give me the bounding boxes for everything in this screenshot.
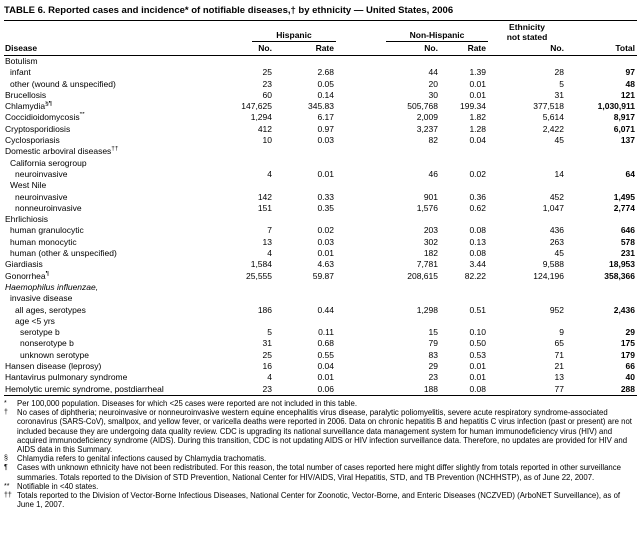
ethnicity-not-stated-header: [488, 21, 566, 43]
value-cell: 3.44: [469, 259, 486, 270]
disease-cell: unknown serotype: [20, 349, 89, 360]
disease-cell: Cryptosporidiosis: [5, 123, 71, 134]
value-cell: 10: [262, 135, 272, 146]
value-cell: 31: [262, 338, 272, 349]
table-row: [4, 169, 637, 180]
table-row: [4, 293, 637, 304]
disease-header-spacer: [4, 21, 232, 43]
table-row: [4, 282, 637, 293]
value-cell: [274, 293, 336, 304]
table-title: TABLE 6. Reported cases and incidence* of notifiable diseases,† by ethnicity — United States, 2006: [4, 5, 454, 16]
value-cell: 186: [257, 304, 272, 315]
value-cell: 263: [549, 236, 564, 247]
total-cell: 2,774: [613, 202, 635, 213]
value-cell: 28: [554, 67, 564, 78]
table-row: [4, 101, 637, 112]
value-cell: 302: [423, 236, 438, 247]
table-row: [4, 146, 637, 157]
footnote-marker: ††: [4, 491, 12, 499]
value-cell: 0.62: [469, 202, 486, 213]
disease-cell: Ehrlichiosis: [5, 214, 48, 225]
value-cell: 2,009: [416, 112, 438, 123]
disease-cell: Botulism: [5, 56, 38, 66]
value-cell: [336, 316, 440, 327]
value-cell: 2.68: [317, 67, 334, 78]
value-cell: 23: [262, 78, 272, 89]
value-cell: 23: [428, 372, 438, 383]
table-row: [4, 180, 637, 191]
value-cell: [232, 293, 274, 304]
value-cell: [488, 214, 566, 225]
value-cell: 25: [262, 349, 272, 360]
value-cell: [274, 146, 336, 157]
value-cell: [440, 146, 488, 157]
total-cell: [566, 158, 637, 169]
value-cell: 901: [423, 191, 438, 202]
table-row: [4, 135, 637, 146]
footnote-text: Chlamydia refers to genital infections caused by Chlamydia trachomatis.: [17, 454, 267, 464]
value-cell: 15: [428, 327, 438, 338]
value-cell: 59.87: [312, 270, 334, 281]
value-cell: 147,625: [241, 101, 272, 112]
value-cell: 345.83: [308, 101, 334, 112]
total-cell: 231: [620, 248, 635, 259]
value-cell: [336, 214, 440, 225]
nonhispanic-no-header: No.: [336, 42, 440, 56]
value-cell: 3,237: [416, 123, 438, 134]
group-header-row: [4, 21, 637, 43]
disease-cell: invasive disease: [10, 293, 73, 304]
total-cell: [566, 293, 637, 304]
total-cell: 121: [620, 89, 635, 100]
total-cell: 578: [620, 236, 635, 247]
disease-cell: age <5 yrs: [15, 315, 55, 326]
value-cell: [440, 56, 488, 68]
table-row: [4, 316, 637, 327]
total-cell: [566, 56, 637, 68]
footnote-text: Per 100,000 population. Diseases for which <25 cases were reported are not included in this table.: [17, 398, 358, 408]
value-cell: 79: [428, 338, 438, 349]
value-cell: [440, 180, 488, 191]
value-cell: 0.08: [469, 248, 486, 259]
value-cell: 2,422: [542, 123, 564, 134]
value-cell: 4: [267, 372, 272, 383]
disease-cell: other (wound & unspecified): [10, 78, 116, 89]
disease-cell: neuroinvasive: [15, 168, 68, 179]
value-cell: 5,614: [542, 112, 564, 123]
value-cell: 412: [257, 123, 272, 134]
table-row: [4, 112, 637, 123]
value-cell: 71: [554, 349, 564, 360]
value-cell: [274, 214, 336, 225]
disease-cell: Brucellosis: [5, 89, 47, 100]
value-cell: 7: [267, 225, 272, 236]
value-cell: 1.82: [469, 112, 486, 123]
value-cell: 82: [428, 135, 438, 146]
ethnicity-not-stated-line2: not stated: [506, 31, 548, 42]
total-cell: 18,953: [609, 259, 635, 270]
value-cell: [336, 293, 440, 304]
value-cell: [488, 146, 566, 157]
value-cell: 4: [267, 168, 272, 179]
value-cell: 0.01: [469, 372, 486, 383]
disease-cell: West Nile: [10, 180, 47, 191]
value-cell: 0.01: [469, 361, 486, 372]
total-header-spacer: [566, 21, 637, 43]
value-cell: 0.01: [469, 89, 486, 100]
value-cell: 0.44: [317, 304, 334, 315]
disease-cell: California serogroup: [10, 157, 87, 168]
total-cell: 48: [625, 78, 635, 89]
table-row: [4, 305, 637, 316]
total-cell: 1,030,911: [597, 101, 635, 112]
value-cell: 82.22: [464, 270, 486, 281]
value-cell: [336, 282, 440, 293]
value-cell: 1.39: [469, 67, 486, 78]
value-cell: 0.01: [469, 78, 486, 89]
value-cell: 188: [423, 383, 438, 394]
footnote-marker: §: [4, 455, 8, 463]
value-cell: 151: [257, 202, 272, 213]
value-cell: 0.01: [317, 372, 334, 383]
value-cell: 45: [554, 135, 564, 146]
disease-cell: all ages, serotypes: [15, 304, 86, 315]
total-cell: 2,436: [613, 304, 635, 315]
value-cell: [232, 180, 274, 191]
table-row: [4, 271, 637, 282]
disease-cell: human (other & unspecified): [10, 248, 117, 259]
value-cell: 0.33: [317, 191, 334, 202]
value-cell: 0.03: [317, 236, 334, 247]
value-cell: [274, 316, 336, 327]
value-cell: 0.10: [469, 327, 486, 338]
value-cell: 0.04: [469, 135, 486, 146]
value-cell: 21: [554, 361, 564, 372]
value-cell: 505,768: [407, 101, 438, 112]
value-cell: 0.02: [469, 168, 486, 179]
value-cell: [336, 56, 440, 68]
disease-cell: Domestic arboviral diseases††: [5, 146, 119, 157]
value-cell: [488, 180, 566, 191]
value-cell: 0.01: [317, 168, 334, 179]
value-cell: [232, 316, 274, 327]
disease-cell: Gonorrhea¶: [5, 270, 50, 281]
value-cell: 1,298: [416, 304, 438, 315]
table-row: [4, 67, 637, 78]
disease-cell: human monocytic: [10, 236, 77, 247]
value-cell: 436: [549, 225, 564, 236]
table-row: [4, 203, 637, 214]
value-cell: 9: [559, 327, 564, 338]
value-cell: 25: [262, 67, 272, 78]
disease-cell: Coccidioidomycosis**: [5, 112, 85, 123]
table-row: [4, 214, 637, 225]
value-cell: 0.02: [317, 225, 334, 236]
hispanic-group-label: Hispanic: [252, 27, 336, 42]
disease-cell: nonneuroinvasive: [15, 202, 82, 213]
disease-cell: Hantavirus pulmonary syndrome: [5, 372, 128, 383]
value-cell: 0.01: [317, 248, 334, 259]
value-cell: [440, 282, 488, 293]
disease-cell: Chlamydia§¶: [5, 101, 53, 112]
column-header-row: [4, 42, 637, 56]
value-cell: 0.13: [469, 236, 486, 247]
table-body: [4, 56, 637, 396]
footnote-ref: §¶: [45, 101, 53, 108]
footnote: [4, 463, 637, 481]
disease-cell: nonserotype b: [20, 338, 74, 349]
value-cell: 208,615: [407, 270, 438, 281]
value-cell: 45: [554, 248, 564, 259]
value-cell: 46: [428, 168, 438, 179]
value-cell: [336, 158, 440, 169]
table-row: [4, 350, 637, 361]
value-cell: 0.14: [317, 89, 334, 100]
value-cell: 6.17: [317, 112, 334, 123]
value-cell: 0.05: [317, 78, 334, 89]
footnote: [4, 408, 637, 454]
total-cell: [566, 180, 637, 191]
value-cell: 0.06: [317, 383, 334, 394]
value-cell: 4: [267, 248, 272, 259]
value-cell: [488, 158, 566, 169]
footnote-marker: *: [4, 399, 7, 407]
footnotes: [4, 399, 637, 509]
value-cell: 1.28: [469, 123, 486, 134]
footnote-ref: ††: [111, 146, 119, 153]
value-cell: [274, 282, 336, 293]
value-cell: [488, 293, 566, 304]
value-cell: 0.36: [469, 191, 486, 202]
value-cell: 7,781: [416, 259, 438, 270]
total-cell: 646: [620, 225, 635, 236]
total-cell: 179: [620, 349, 635, 360]
value-cell: 77: [554, 383, 564, 394]
nonhispanic-group-label: Non-Hispanic: [386, 27, 488, 42]
disease-cell: infant: [10, 67, 31, 78]
value-cell: [440, 316, 488, 327]
value-cell: 452: [549, 191, 564, 202]
disease-cell: serotype b: [20, 327, 60, 338]
value-cell: [232, 214, 274, 225]
value-cell: 1,576: [416, 202, 438, 213]
disease-cell: Haemophilus influenzae,: [5, 281, 99, 292]
value-cell: 182: [423, 248, 438, 259]
table-row: [4, 248, 637, 259]
hispanic-rate-header: Rate: [274, 42, 336, 56]
value-cell: 1,294: [250, 112, 272, 123]
value-cell: 65: [554, 338, 564, 349]
value-cell: 60: [262, 89, 272, 100]
value-cell: 25,555: [246, 270, 272, 281]
value-cell: [274, 180, 336, 191]
footnote-marker: †: [4, 409, 8, 417]
value-cell: 1,584: [250, 259, 272, 270]
table-row: [4, 259, 637, 270]
value-cell: 9,588: [542, 259, 564, 270]
table-row: [4, 124, 637, 135]
nonhispanic-rate-header: Rate: [440, 42, 488, 56]
table-row: [4, 372, 637, 383]
total-cell: 64: [625, 168, 635, 179]
value-cell: 952: [549, 304, 564, 315]
table-row: [4, 225, 637, 236]
value-cell: [440, 214, 488, 225]
value-cell: 0.04: [317, 361, 334, 372]
value-cell: 23: [262, 383, 272, 394]
table-row: [4, 338, 637, 349]
table-row: [4, 56, 637, 68]
total-cell: [566, 146, 637, 157]
table-row: [4, 327, 637, 338]
value-cell: 199.34: [460, 101, 486, 112]
total-cell: 288: [620, 383, 635, 394]
hispanic-no-header: No.: [232, 42, 274, 56]
total-cell: 8,917: [613, 112, 635, 123]
total-cell: [566, 316, 637, 327]
value-cell: 4.63: [317, 259, 334, 270]
footnote: [4, 399, 637, 408]
value-cell: 0.97: [317, 123, 334, 134]
total-cell: 358,366: [604, 270, 635, 281]
value-cell: 0.50: [469, 338, 486, 349]
footnote-text: No cases of diphtheria; neuroinvasive or nonneuroinvasive western equine encephalitis virus disease, paralytic poliomyelitis, severe acute respiratory syndrome-associated coronavirus (SARS-CoV), smallpox, and yellow fever, or varicella deaths were reported in 2006. Data on chronic hepatitis B and hepatitis C virus infection (past or present) are not included because they are undergoing data quality review. CDC is upgrading its national surveillance data management system for human immunodeficiency virus (HIV) and acquired immunodeficiency syndrome (AIDS). During this transition, CDC is not updating AIDS or HIV infection surveillance data. Therefore, no updates are provided for HIV and AIDS data in this Summary.: [17, 408, 632, 454]
footnote-ref: ¶: [45, 270, 50, 277]
table-row: [4, 192, 637, 203]
value-cell: 0.08: [469, 383, 486, 394]
value-cell: 13: [262, 236, 272, 247]
disease-cell: neuroinvasive: [15, 191, 68, 202]
footnote-marker: ¶: [4, 464, 8, 472]
value-cell: 0.51: [469, 304, 486, 315]
value-cell: [336, 180, 440, 191]
value-cell: [440, 158, 488, 169]
value-cell: [488, 56, 566, 68]
value-cell: 20: [428, 78, 438, 89]
value-cell: 1,047: [542, 202, 564, 213]
value-cell: [440, 293, 488, 304]
disease-cell: Giardiasis: [5, 259, 43, 270]
value-cell: 142: [257, 191, 272, 202]
value-cell: 203: [423, 225, 438, 236]
footnote-text: Cases with unknown ethnicity have not been redistributed. For this reason, the total number of cases reported here might differ slightly from totals reported in other surveillance summaries. Totals reported to the Division of STD Prevention, National Center for HIV/AIDS, Viral Hepatitis, STD, and TB Prevention (NCHHSTP), as of June 22, 2007.: [17, 463, 621, 482]
value-cell: [232, 146, 274, 157]
table-row: [4, 361, 637, 372]
value-cell: [232, 282, 274, 293]
value-cell: 0.68: [317, 338, 334, 349]
value-cell: [274, 56, 336, 68]
disease-cell: human granulocytic: [10, 225, 84, 236]
value-cell: 29: [428, 361, 438, 372]
value-cell: 0.08: [469, 225, 486, 236]
value-cell: [336, 146, 440, 157]
ethnicity-not-stated-line1: Ethnicity: [509, 22, 545, 32]
total-column-header: Total: [566, 42, 637, 56]
total-cell: 6,071: [613, 123, 635, 134]
value-cell: 0.55: [317, 349, 334, 360]
value-cell: 13: [554, 372, 564, 383]
value-cell: [488, 282, 566, 293]
total-cell: 1,495: [613, 191, 635, 202]
table-row: [4, 237, 637, 248]
total-cell: 29: [625, 327, 635, 338]
footnote: [4, 454, 637, 463]
nonhispanic-group-header: [336, 21, 488, 43]
table-header: [4, 21, 637, 56]
disease-cell: Hansen disease (leprosy): [5, 361, 102, 372]
value-cell: 30: [428, 89, 438, 100]
footnote-marker: **: [4, 482, 10, 490]
value-cell: 31: [554, 89, 564, 100]
total-cell: [566, 282, 637, 293]
footnote: [4, 482, 637, 491]
total-cell: 137: [620, 135, 635, 146]
value-cell: 377,518: [533, 101, 564, 112]
value-cell: 5: [559, 78, 564, 89]
total-cell: 97: [625, 67, 635, 78]
table-row: [4, 158, 637, 169]
total-cell: 40: [625, 372, 635, 383]
table-row: [4, 384, 637, 396]
value-cell: 0.11: [318, 327, 334, 338]
disease-cell: Hemolytic uremic syndrome, postdiarrheal: [5, 383, 164, 394]
value-cell: 5: [267, 327, 272, 338]
total-cell: 175: [620, 338, 635, 349]
footnote-text: Totals reported to the Division of Vector-Borne Infectious Diseases, National Center for Zoonotic, Vector-Borne, and Enteric Diseases (NCZVED) (ArboNET Surveillance), as of June 1, 2007.: [17, 490, 621, 510]
value-cell: 0.03: [317, 135, 334, 146]
value-cell: 0.53: [469, 349, 486, 360]
notifiable-diseases-table: [4, 20, 637, 396]
total-cell: 66: [625, 361, 635, 372]
footnote: [4, 491, 637, 509]
value-cell: 0.35: [317, 202, 334, 213]
total-cell: [566, 214, 637, 225]
value-cell: [232, 56, 274, 68]
value-cell: 83: [428, 349, 438, 360]
value-cell: 16: [262, 361, 272, 372]
value-cell: 44: [428, 67, 438, 78]
value-cell: [274, 158, 336, 169]
value-cell: 124,196: [533, 270, 564, 281]
table-row: [4, 90, 637, 101]
hispanic-group-header: [232, 21, 336, 43]
disease-cell: Cyclosporiasis: [5, 135, 60, 146]
value-cell: [232, 158, 274, 169]
disease-column-header: Disease: [4, 42, 232, 56]
footnote-ref: **: [79, 112, 85, 119]
value-cell: 14: [554, 168, 564, 179]
table-row: [4, 79, 637, 90]
value-cell: [488, 316, 566, 327]
footnote-text: Notifiable in <40 states.: [17, 481, 99, 491]
notstated-no-header: No.: [488, 42, 566, 56]
